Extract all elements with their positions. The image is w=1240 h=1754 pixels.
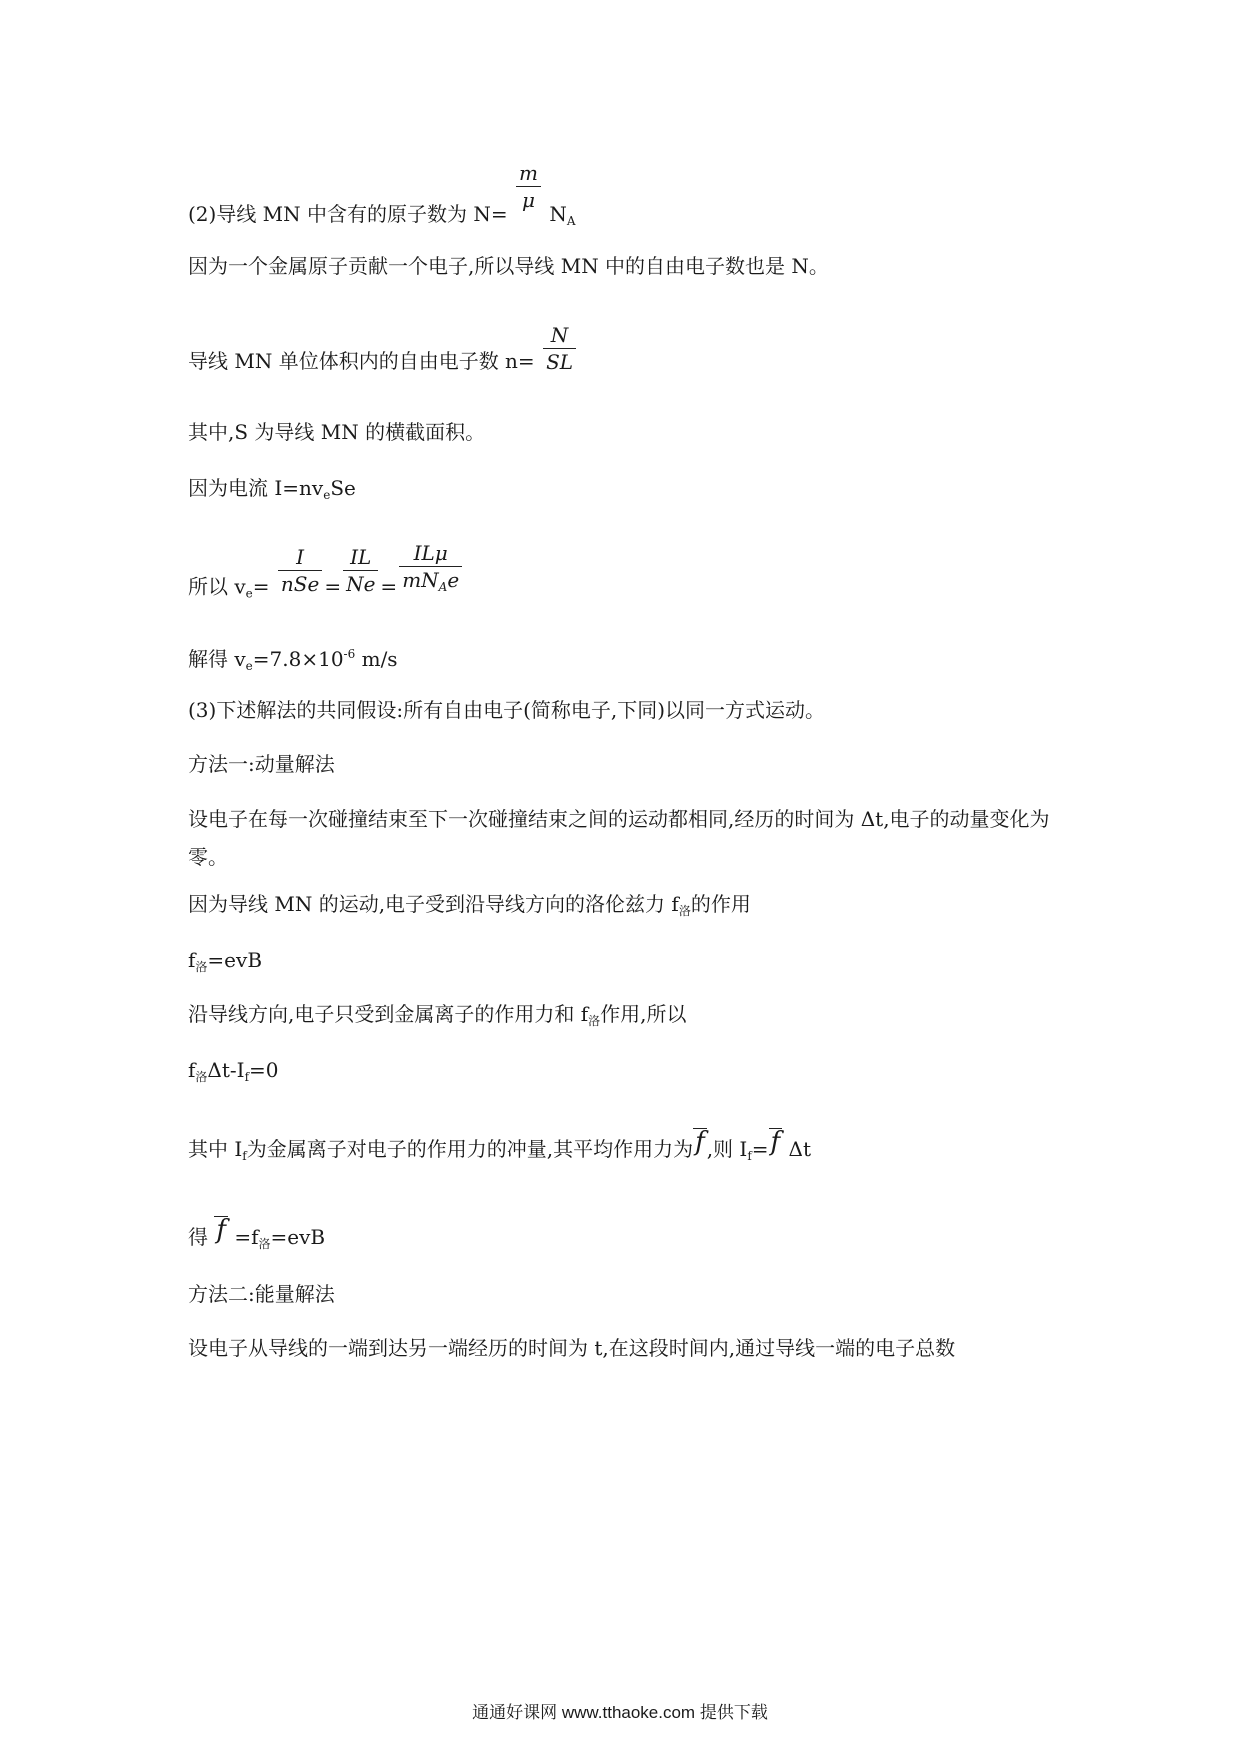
text: =evB (270, 1225, 326, 1249)
text: f (188, 948, 196, 972)
text: =f (234, 1225, 259, 1249)
fraction-il-over-ne (343, 544, 378, 597)
text: m/s (355, 647, 398, 671)
line-f-evb (188, 946, 262, 981)
sub: f (747, 1149, 752, 1163)
line-electron-count: 因为一个金属原子贡献一个电子,所以导线 MN 中的自由电子数也是 N。 (188, 254, 829, 278)
frac-num: I (278, 544, 322, 571)
text: e (447, 568, 460, 592)
line-average-force (188, 1128, 811, 1170)
text: Δt (788, 1137, 812, 1161)
line-density (188, 322, 578, 375)
line-velocity-formula (188, 540, 464, 608)
page-footer: 通通好课网 www.tthaoke.com 提供下载 (472, 1703, 768, 1722)
text: 所以 v (188, 574, 246, 599)
line-force-along-wire (188, 1000, 687, 1035)
text: 为金属离子对电子的作用力的冲量,其平均作用力为 (246, 1137, 694, 1161)
text: 得 (188, 1225, 208, 1249)
text: Δt-I (207, 1058, 245, 1082)
text: = (324, 574, 342, 599)
f-bar-symbol: f (695, 1127, 705, 1157)
sub: A (438, 580, 448, 594)
fraction-ilmu-over-mnae (399, 540, 462, 600)
f-bar-symbol: f (216, 1215, 226, 1245)
frac-den: μ (521, 188, 535, 212)
frac-den: nSe (280, 571, 320, 596)
line-velocity-result (188, 640, 398, 680)
text: =7.8×10 (252, 647, 344, 671)
line-collision: 设电子在每一次碰撞结束至下一次碰撞结束之间的运动都相同,经历的时间为 Δt,电子的动量变化为零。 (188, 807, 1050, 869)
sub: f (244, 1070, 250, 1084)
frac-den: Ne (346, 571, 376, 596)
line-method-two: 方法二:能量解法 (188, 1282, 335, 1306)
text: =0 (249, 1058, 279, 1082)
text: N (549, 202, 567, 226)
sub: A (566, 214, 576, 228)
text: 作用,所以 (600, 1002, 687, 1026)
sub: e (323, 488, 331, 502)
text: 的作用 (690, 892, 751, 916)
text: 因为导线 MN 的运动,电子受到沿导线方向的洛伦兹力 f (188, 892, 679, 916)
text: = (252, 574, 270, 599)
sup: -6 (343, 647, 356, 661)
text: = (380, 574, 398, 599)
text: Se (330, 476, 356, 500)
line-assumption: (3)下述解法的共同假设:所有自由电子(简称电子,下同)以同一方式运动。 (188, 698, 826, 722)
line-energy-setup: 设电子从导线的一端到达另一端经历的时间为 t,在这段时间内,通过导线一端的电子总数 (188, 1336, 956, 1360)
line-method-one: 方法一:动量解法 (188, 752, 335, 776)
frac-den: SL (546, 350, 574, 374)
line-atom-count (188, 160, 576, 235)
frac-den (399, 567, 462, 600)
fraction-i-over-nse (278, 544, 322, 597)
text: 导线 MN 单位体积内的自由电子数 n= (188, 349, 535, 373)
sub: 洛 (258, 1237, 271, 1251)
text: (2)导线 MN 中含有的原子数为 N= (188, 202, 508, 226)
fraction-m-over-mu (516, 160, 541, 213)
text: = (751, 1137, 769, 1161)
line-result-f (188, 1216, 325, 1258)
text: 解得 v (188, 647, 246, 671)
f-bar-symbol: f (770, 1127, 781, 1157)
frac-num: ILμ (399, 540, 462, 567)
text: ,则 I (706, 1137, 748, 1161)
sub: 洛 (195, 1070, 208, 1084)
fraction-n-over-sl (543, 322, 576, 375)
text: 沿导线方向,电子只受到金属离子的作用力和 f (188, 1002, 589, 1026)
line-current (188, 474, 356, 509)
line-impulse-eq (188, 1056, 279, 1091)
text: 其中 I (188, 1137, 243, 1161)
sub: 洛 (588, 1014, 601, 1028)
sub: 洛 (195, 960, 208, 974)
line-lorentz (188, 890, 751, 925)
text: 因为电流 I=nv (188, 476, 324, 500)
line-cross-section: 其中,S 为导线 MN 的横截面积。 (188, 420, 486, 444)
frac-num: IL (343, 544, 378, 571)
sub: e (245, 586, 253, 601)
sub: f (242, 1149, 247, 1163)
text: =evB (207, 948, 263, 972)
sub: e (245, 659, 253, 673)
frac-num: m (516, 160, 541, 187)
sub: 洛 (678, 904, 691, 918)
text: f (188, 1058, 196, 1082)
frac-num: N (543, 322, 576, 349)
text: mN (402, 568, 439, 592)
